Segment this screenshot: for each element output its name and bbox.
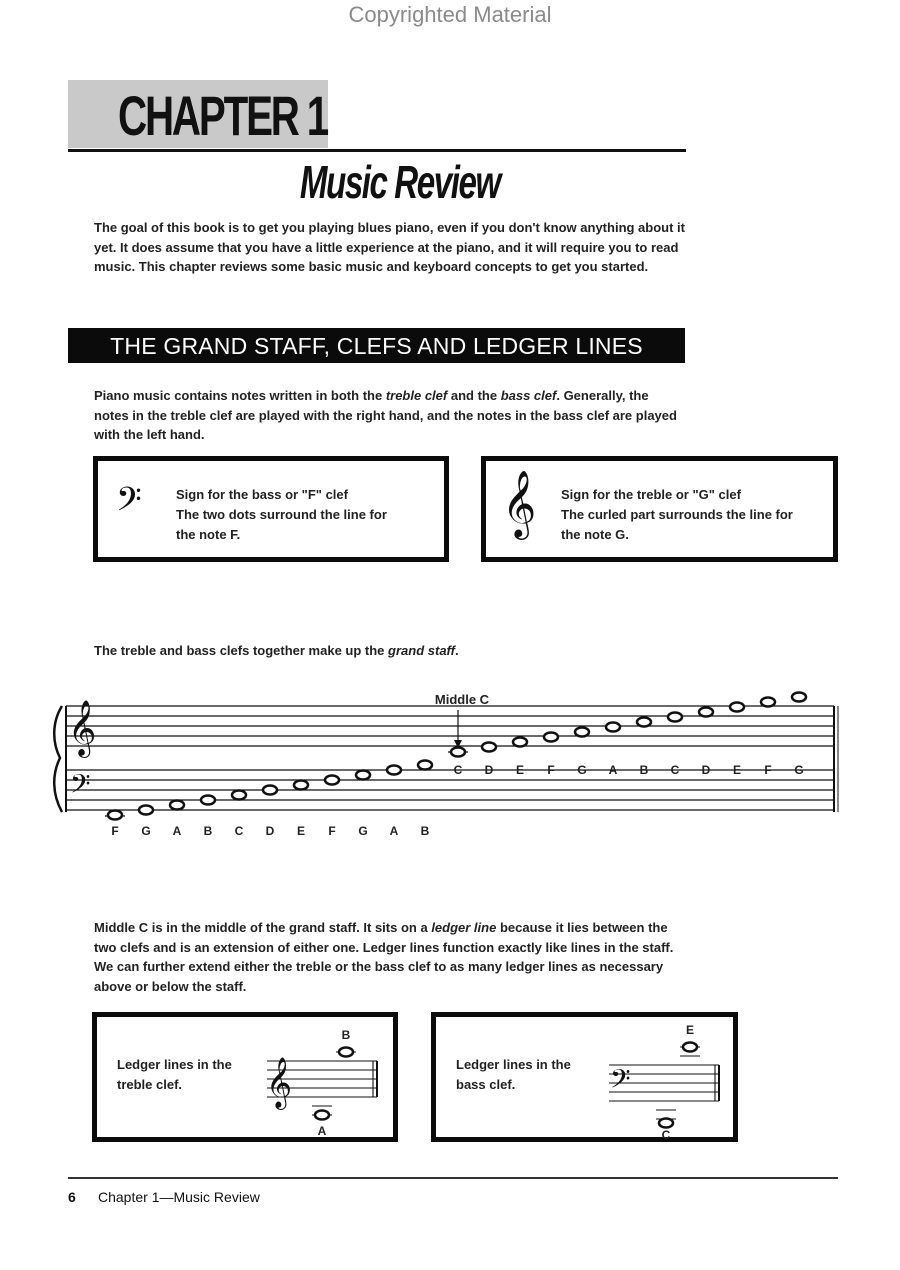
ledger-treble-text	[117, 1055, 232, 1095]
subsection-heading: THE GRAND STAFF, CLEFS AND LEDGER LINES	[68, 328, 685, 363]
bass-note-label-3: B	[203, 824, 213, 838]
treble-note-label-4: G	[577, 763, 587, 777]
ledger-bass-bottom-label: C	[661, 1128, 671, 1141]
ledger-treble-top-note	[339, 1048, 353, 1057]
treble-box-text	[561, 485, 793, 545]
treble-note-label-1: D	[484, 763, 494, 777]
middle-c-text-1: Middle C is in the middle of the grand staff. It sits on a	[94, 920, 432, 935]
grand-bass-clef-icon: 𝄢	[70, 768, 91, 806]
treble-note-0	[451, 748, 465, 757]
bass-note-2	[170, 801, 184, 810]
grand-staff-term: grand staff	[388, 643, 455, 658]
treble-note-label-9: E	[732, 763, 742, 777]
treble-box-line-1: Sign for the treble or "G" clef	[561, 487, 741, 502]
grand-staff	[50, 682, 850, 842]
bass-note-10	[418, 761, 432, 770]
clefs-paragraph	[94, 386, 686, 445]
bass-note-label-5: D	[265, 824, 275, 838]
bass-note-4	[232, 791, 246, 800]
treble-note-label-3: F	[547, 763, 555, 777]
ledger-treble-box	[92, 1012, 398, 1142]
watermark: Copyrighted Material	[348, 2, 552, 27]
bass-note-9	[387, 766, 401, 775]
intro-paragraph: The goal of this book is to get you playing blues piano, even if you don't know anything about it yet. It does assume that you have a little experience at the piano, and it will require you to read music. This chapter reviews some basic music and keyboard concepts to get you started.	[94, 220, 685, 274]
bass-clef-box	[93, 456, 449, 562]
treble-note-label-0: C	[453, 763, 463, 777]
clefs-text-2: and the	[447, 388, 501, 403]
ledger-treble-top-label: B	[341, 1028, 351, 1042]
bass-box-line-1: Sign for the bass or "F" clef	[176, 487, 348, 502]
ledger-treble-clef-icon: 𝄞	[266, 1057, 293, 1108]
bass-note-label-2: A	[172, 824, 182, 838]
ledger-bass-box	[431, 1012, 738, 1142]
middle-c-paragraph	[94, 918, 686, 996]
ledger-bass-staff	[604, 1023, 729, 1141]
ledger-treble-bottom-label: A	[317, 1124, 327, 1138]
ledger-bass-top-label: E	[685, 1023, 695, 1037]
ledger-treble-line-1: Ledger lines in the	[117, 1057, 232, 1072]
bass-note-8	[356, 771, 370, 780]
treble-note-label-5: A	[608, 763, 618, 777]
treble-clef-box	[481, 456, 838, 562]
treble-note-1	[482, 743, 496, 752]
bass-note-3	[201, 796, 215, 805]
treble-note-2	[513, 738, 527, 747]
header-rule	[68, 149, 686, 152]
footer-rule	[68, 1177, 838, 1179]
treble-note-label-7: C	[670, 763, 680, 777]
ledger-bass-top-note	[683, 1043, 697, 1052]
bass-note-0	[108, 811, 122, 820]
ledger-bass-text	[456, 1055, 571, 1095]
bass-note-7	[325, 776, 339, 785]
bass-note-label-8: G	[358, 824, 368, 838]
bass-note-label-7: F	[328, 824, 336, 838]
bass-note-label-10: B	[420, 824, 430, 838]
grand-staff-sentence	[94, 641, 694, 661]
treble-note-7	[668, 713, 682, 722]
bass-note-label-0: F	[111, 824, 119, 838]
ledger-treble-bottom-note	[315, 1111, 329, 1120]
bass-note-label-6: E	[296, 824, 306, 838]
treble-box-line-2: The curled part surrounds the line for	[561, 507, 793, 522]
treble-notes-group	[451, 693, 806, 778]
treble-note-label-10: F	[764, 763, 772, 777]
grand-staff-sentence-end: .	[454, 643, 459, 658]
clefs-text-3: . Generally, the notes in the treble clef are played with the right hand, and the notes in the bass clef are played with the left hand.	[94, 388, 677, 442]
section-title	[0, 155, 800, 209]
footer-label: Chapter 1—Music Review	[98, 1189, 260, 1205]
treble-note-label-8: D	[701, 763, 711, 777]
page-number: 6	[68, 1189, 76, 1205]
treble-clef-icon: 𝄞	[502, 469, 537, 537]
grand-staff-sentence-text: The treble and bass clefs together make up the	[94, 643, 389, 658]
bass-note-1	[139, 806, 153, 815]
bass-note-label-1: G	[141, 824, 151, 838]
ledger-treble-line-2: treble clef.	[117, 1077, 183, 1092]
treble-staff-lines	[66, 706, 834, 746]
treble-clef-term: treble clef	[385, 388, 448, 403]
ledger-treble-staff	[262, 1025, 387, 1140]
ledger-bass-bottom-note	[659, 1119, 673, 1128]
grand-treble-clef-icon: 𝄞	[68, 700, 97, 756]
bass-note-label-9: A	[389, 824, 399, 838]
treble-note-3	[544, 733, 558, 742]
treble-note-8	[699, 708, 713, 717]
treble-box-line-3: the note G.	[561, 527, 629, 542]
bass-clef-icon: 𝄢	[116, 481, 142, 527]
treble-note-label-6: B	[639, 763, 649, 777]
bass-clef-term: bass clef	[500, 388, 557, 403]
ledger-bass-line-1: Ledger lines in the	[456, 1057, 571, 1072]
ledger-bass-clef-icon: 𝄢	[610, 1063, 631, 1101]
treble-note-label-11: G	[794, 763, 804, 777]
bass-box-line-2: The two dots surround the line for	[176, 507, 387, 522]
treble-note-9	[730, 703, 744, 712]
section-title-text: Music Review	[300, 156, 500, 208]
bass-note-label-4: C	[234, 824, 244, 838]
treble-note-10	[761, 698, 775, 707]
ledger-bass-line-2: bass clef.	[456, 1077, 516, 1092]
middle-c-text-2: because it lies between the two clefs and is an extension of either one. Ledger lines function exactly like lines in the staff. We can further extend either the treble or the bass clef to as many ledger lines as necessary above or below the staff.	[94, 920, 674, 994]
clefs-text-1: Piano music contains notes written in both the	[94, 388, 386, 403]
bass-note-5	[263, 786, 277, 795]
treble-note-4	[575, 728, 589, 737]
ledger-line-term: ledger line	[431, 920, 497, 935]
bass-box-line-3: the note F.	[176, 527, 241, 542]
treble-note-6	[637, 718, 651, 727]
chapter-label: CHAPTER 1	[118, 84, 328, 147]
bass-box-text	[176, 485, 387, 545]
treble-note-5	[606, 723, 620, 732]
middle-c-label: Middle C	[434, 692, 490, 707]
bass-notes-group	[108, 761, 432, 839]
treble-note-label-2: E	[515, 763, 525, 777]
brace	[54, 706, 62, 812]
treble-note-11	[792, 693, 806, 702]
bass-note-6	[294, 781, 308, 790]
